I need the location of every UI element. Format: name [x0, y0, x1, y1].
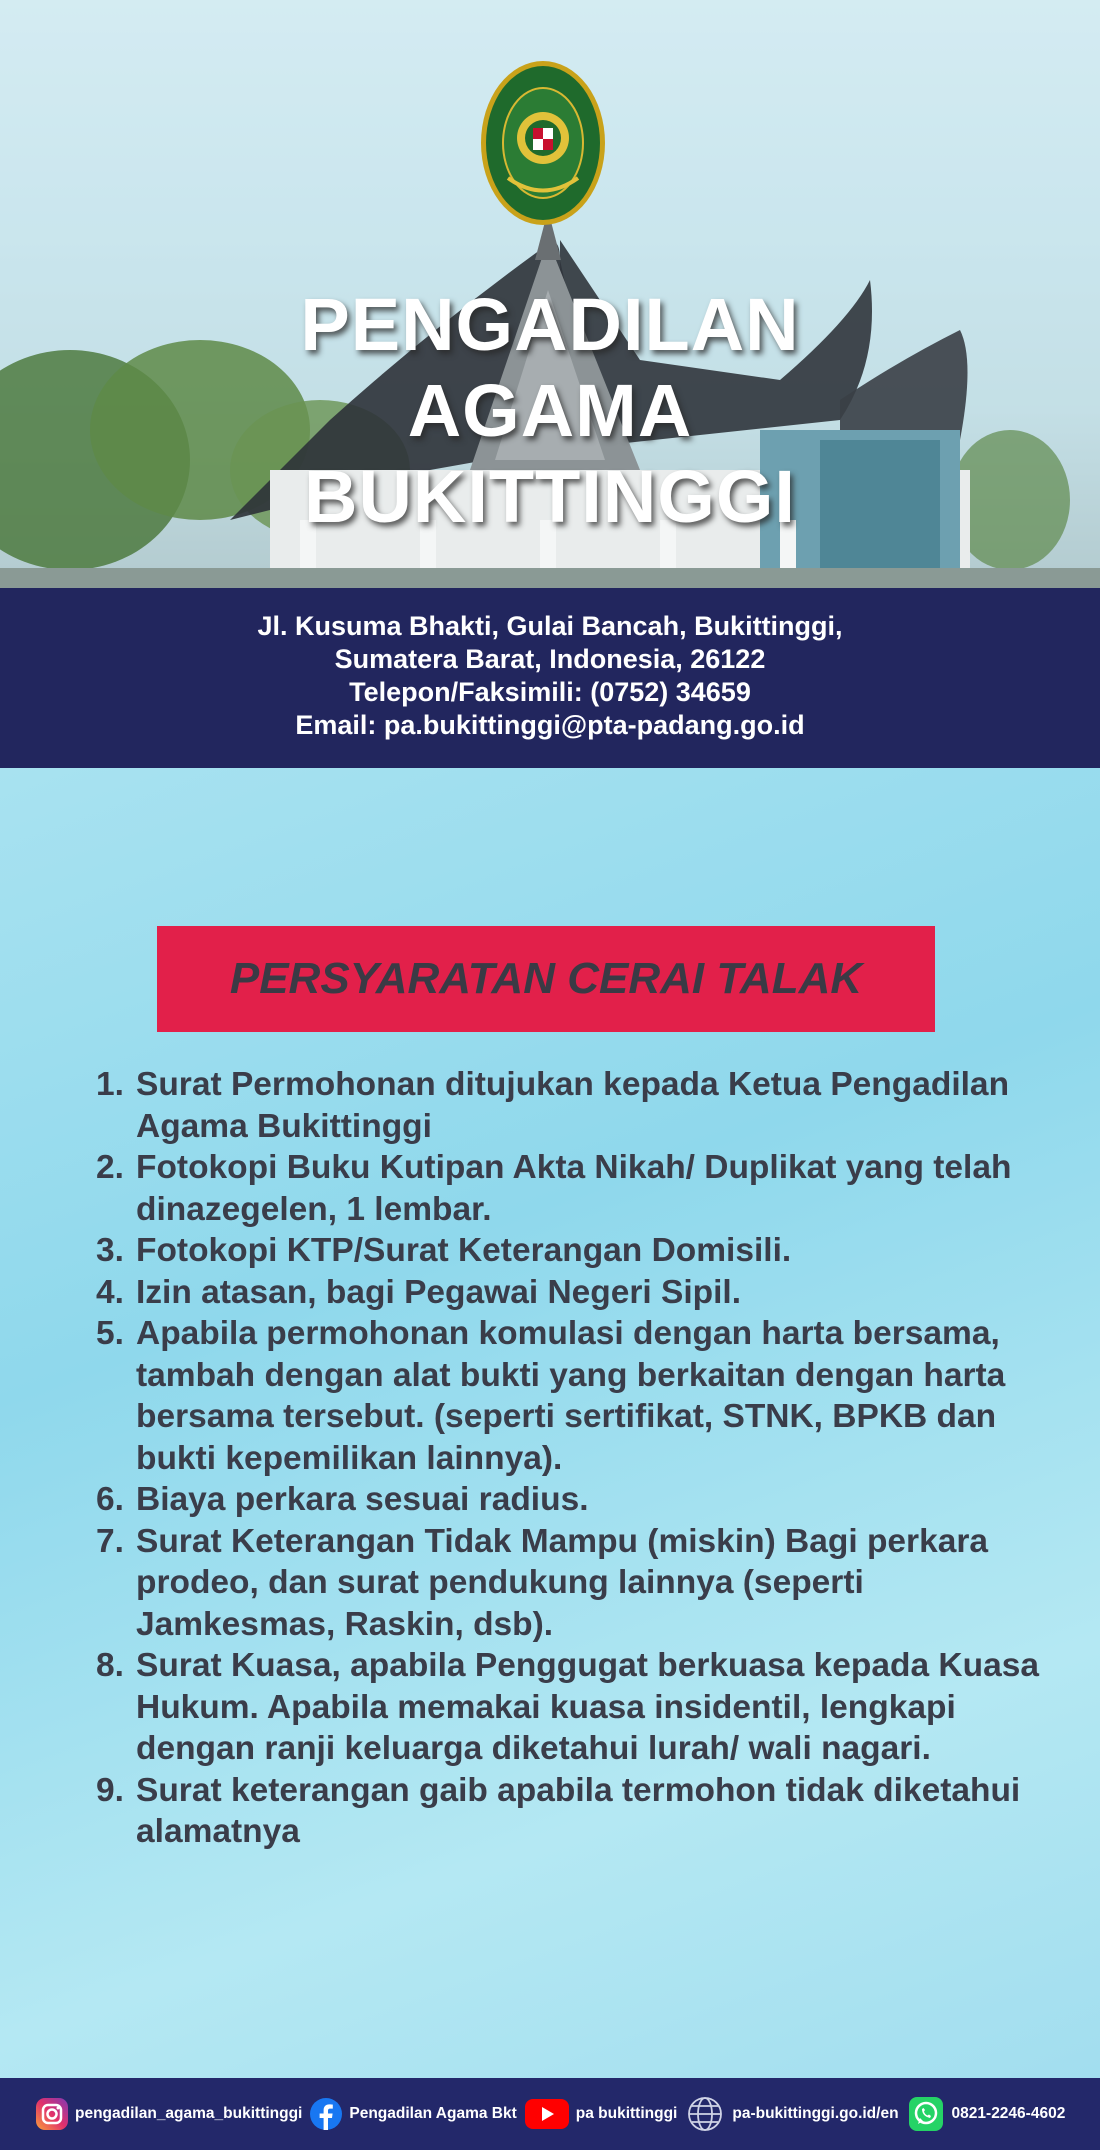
list-item [96, 1770, 1046, 1853]
item-text: Izin atasan, bagi Pegawai Negeri Sipil. [136, 1273, 742, 1311]
item-number: 2. [96, 1149, 124, 1186]
facebook-icon [308, 2096, 344, 2132]
item-number: 1. [96, 1066, 124, 1103]
website-label: pa-bukittinggi.go.id/en [732, 2105, 899, 2122]
title-line-2: AGAMA [407, 369, 693, 452]
website-link[interactable] [683, 2096, 898, 2132]
globe-icon [683, 2096, 727, 2132]
youtube-link[interactable] [523, 2096, 678, 2132]
list-item [96, 1645, 1046, 1770]
whatsapp-icon [905, 2096, 947, 2132]
list-item [96, 1272, 1046, 1314]
instagram-icon [34, 2096, 70, 2132]
contact-band [0, 588, 1100, 768]
item-text: Surat Kuasa, apabila Penggugat berkuasa kepada Kuasa Hukum. Apabila memakai kuasa insidentil, lengkapi dengan ranji keluarga diketahui lurah/ wali nagari. [136, 1647, 1039, 1767]
social-footer [0, 2078, 1100, 2150]
item-text: Fotokopi Buku Kutipan Akta Nikah/ Duplikat yang telah dinazegelen, 1 lembar. [136, 1149, 1012, 1228]
item-text: Surat keterangan gaib apabila termohon tidak diketahui alamatnya [136, 1771, 1021, 1850]
item-text: Surat Keterangan Tidak Mampu (miskin) Bagi perkara prodeo, dan surat pendukung lainnya (seperti Jamkesmas, Raskin, dsb). [136, 1522, 989, 1643]
instagram-link[interactable] [34, 2096, 302, 2132]
court-emblem-logo [478, 58, 608, 228]
youtube-icon [523, 2096, 571, 2132]
phone-line: Telepon/Faksimili: (0752) 34659 [349, 677, 751, 707]
item-number: 3. [96, 1232, 124, 1269]
title-line-3: BUKITTINGGI [304, 455, 796, 538]
list-item [96, 1521, 1046, 1646]
list-item [96, 1313, 1046, 1479]
item-number: 6. [96, 1481, 124, 1518]
item-number: 4. [96, 1273, 124, 1311]
court-title [0, 282, 1100, 540]
list-item [96, 1064, 1046, 1147]
address-line-2: Sumatera Barat, Indonesia, 26122 [334, 644, 766, 674]
item-text: Biaya perkara sesuai radius. [136, 1481, 589, 1518]
banner-title: PERSYARATAN CERAI TALAK [229, 954, 863, 1003]
address-line-1: Jl. Kusuma Bhakti, Gulai Bancah, Bukittinggi, [257, 611, 843, 641]
item-number: 9. [96, 1771, 124, 1809]
item-text: Fotokopi KTP/Surat Keterangan Domisili. [136, 1232, 792, 1269]
list-item [96, 1147, 1046, 1230]
whatsapp-label: 0821-2246-4602 [951, 2105, 1066, 2122]
email-line: Email: pa.bukittinggi@pta-padang.go.id [295, 710, 805, 740]
section-banner [157, 926, 935, 1032]
youtube-label: pa bukittinggi [575, 2105, 678, 2122]
item-number: 5. [96, 1315, 124, 1352]
item-number: 8. [96, 1647, 124, 1684]
item-number: 7. [96, 1522, 124, 1560]
list-item [96, 1479, 1046, 1521]
title-line-1: PENGADILAN [300, 283, 800, 366]
facebook-label: Pengadilan Agama Bkt [349, 2105, 517, 2122]
hero-header [0, 0, 1100, 588]
item-text: Surat Permohonan ditujukan kepada Ketua Pengadilan Agama Bukittinggi [136, 1066, 1010, 1145]
whatsapp-link[interactable] [905, 2096, 1066, 2132]
facebook-link[interactable] [308, 2096, 516, 2132]
instagram-label: pengadilan_agama_bukittinggi [75, 2105, 303, 2122]
list-item [96, 1230, 1046, 1272]
requirements-list [96, 1064, 1046, 1853]
item-text: Apabila permohonan komulasi dengan harta bersama, tambah dengan alat bukti yang berkaitan dengan harta bersama tersebut. (seperti sertifikat, STNK, BPKB dan bukti kepemilikan lainnya). [136, 1315, 1006, 1477]
